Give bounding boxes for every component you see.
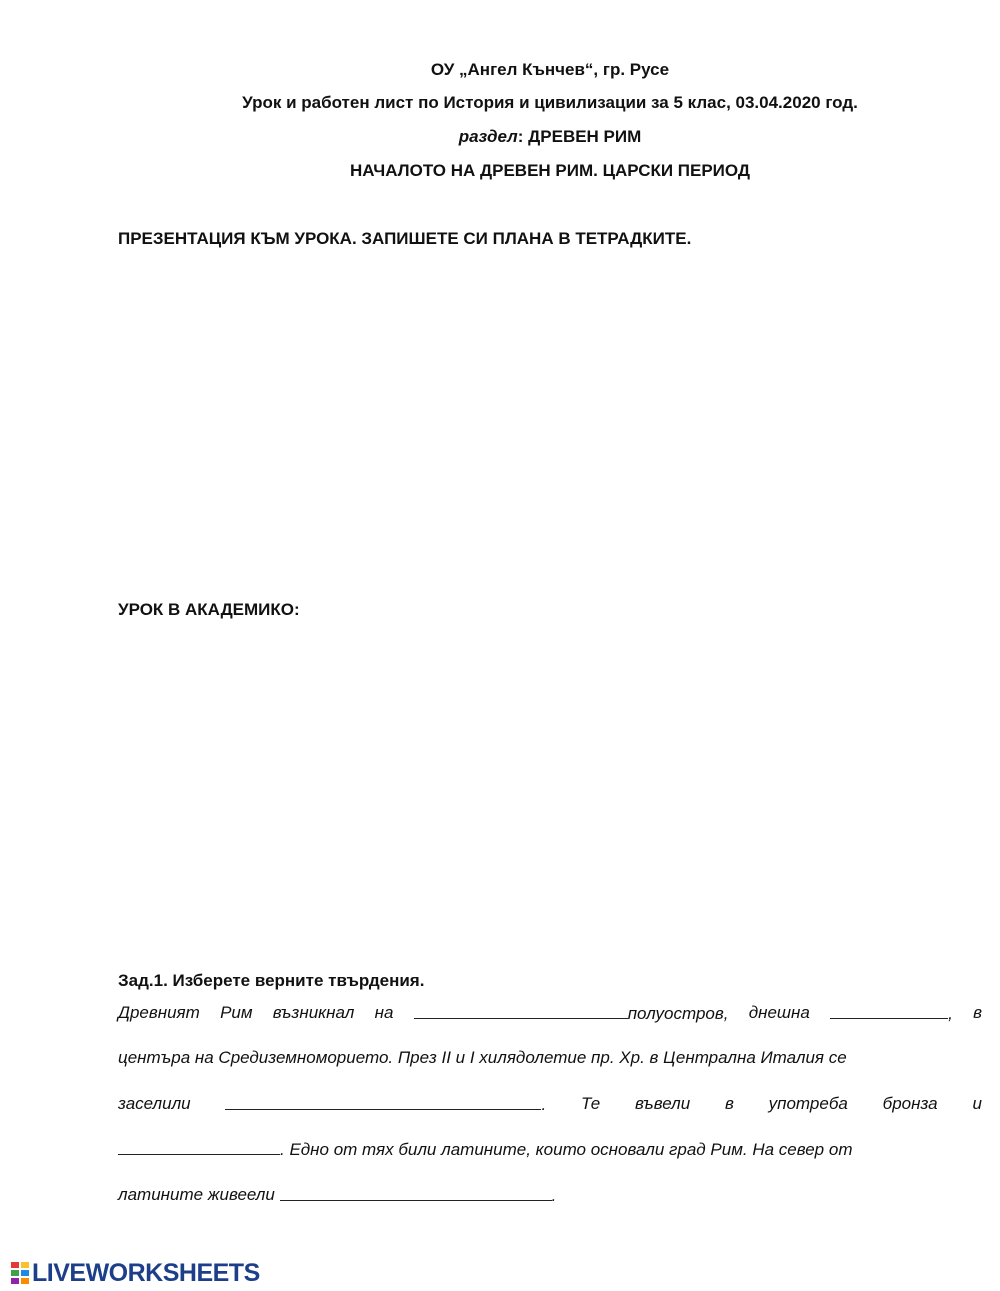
task1-line-1: [118, 1002, 982, 1025]
logo-text: LIVEWORKSHEETS: [32, 1258, 260, 1287]
word: ,: [948, 1004, 953, 1023]
school-name: ОУ „Ангел Кънчев“, гр. Русе: [430, 60, 670, 79]
line-text: . Едно от тях били латините, които основали град Рим. На север от: [280, 1140, 853, 1159]
answer-blank-1[interactable]: [414, 1002, 628, 1019]
word: Древният: [118, 1003, 200, 1022]
word: днешна: [748, 1003, 810, 1022]
academico-heading: УРОК В АКАДЕМИКО:: [118, 600, 300, 619]
blank-group-1: [414, 1002, 729, 1025]
word: и: [972, 1094, 982, 1113]
word: въвели: [635, 1094, 691, 1113]
task1-line-3: [118, 1093, 982, 1116]
word: употреба: [768, 1094, 848, 1113]
task1-line-4: [118, 1138, 982, 1161]
word: в: [724, 1094, 734, 1113]
word: Те: [580, 1094, 601, 1113]
presentation-heading: ПРЕЗЕНТАЦИЯ КЪМ УРОКА. ЗАПИШЕТЕ СИ ПЛАНА В ТЕТРАДКИТЕ.: [118, 229, 692, 248]
topic-title: НАЧАЛОТО НА ДРЕВЕН РИМ. ЦАРСКИ ПЕРИОД: [349, 161, 751, 180]
answer-blank-5[interactable]: [280, 1184, 552, 1201]
blank-group-2: [830, 1002, 953, 1025]
task1-line-2: [118, 1047, 982, 1069]
section-title: [0, 126, 1000, 148]
answer-blank-4[interactable]: [118, 1138, 280, 1155]
line-text: латините живеели: [118, 1185, 275, 1204]
word: Рим: [220, 1003, 253, 1022]
section-value: : ДРЕВЕН РИМ: [517, 127, 642, 146]
task1-title: Зад.1. Изберете верните твърдения.: [118, 971, 425, 990]
lesson-info: Урок и работен лист по История и цивилизации за 5 клас, 03.04.2020 год.: [242, 93, 858, 112]
section-label: раздел: [458, 127, 518, 146]
word: в: [973, 1003, 982, 1022]
word: на: [374, 1003, 394, 1022]
liveworksheets-logo-icon: [10, 1261, 30, 1285]
blank-group-5: [275, 1184, 556, 1207]
word: полуостров,: [627, 1004, 729, 1023]
liveworksheets-logo[interactable]: [10, 1260, 260, 1286]
line-text: центъра на Средиземноморието. През II и I хилядолетие пр. Хр. в Централна Италия се: [118, 1048, 847, 1067]
word: .: [541, 1095, 547, 1114]
answer-blank-3[interactable]: [225, 1093, 541, 1110]
answer-blank-2[interactable]: [830, 1002, 948, 1019]
word: заселили: [118, 1094, 191, 1113]
word: .: [551, 1186, 557, 1205]
word: възникнал: [272, 1003, 355, 1022]
task1-line-5: [118, 1184, 982, 1207]
blank-group-3: [225, 1093, 546, 1116]
blank-group-4: [118, 1138, 852, 1161]
word: бронза: [882, 1094, 938, 1113]
